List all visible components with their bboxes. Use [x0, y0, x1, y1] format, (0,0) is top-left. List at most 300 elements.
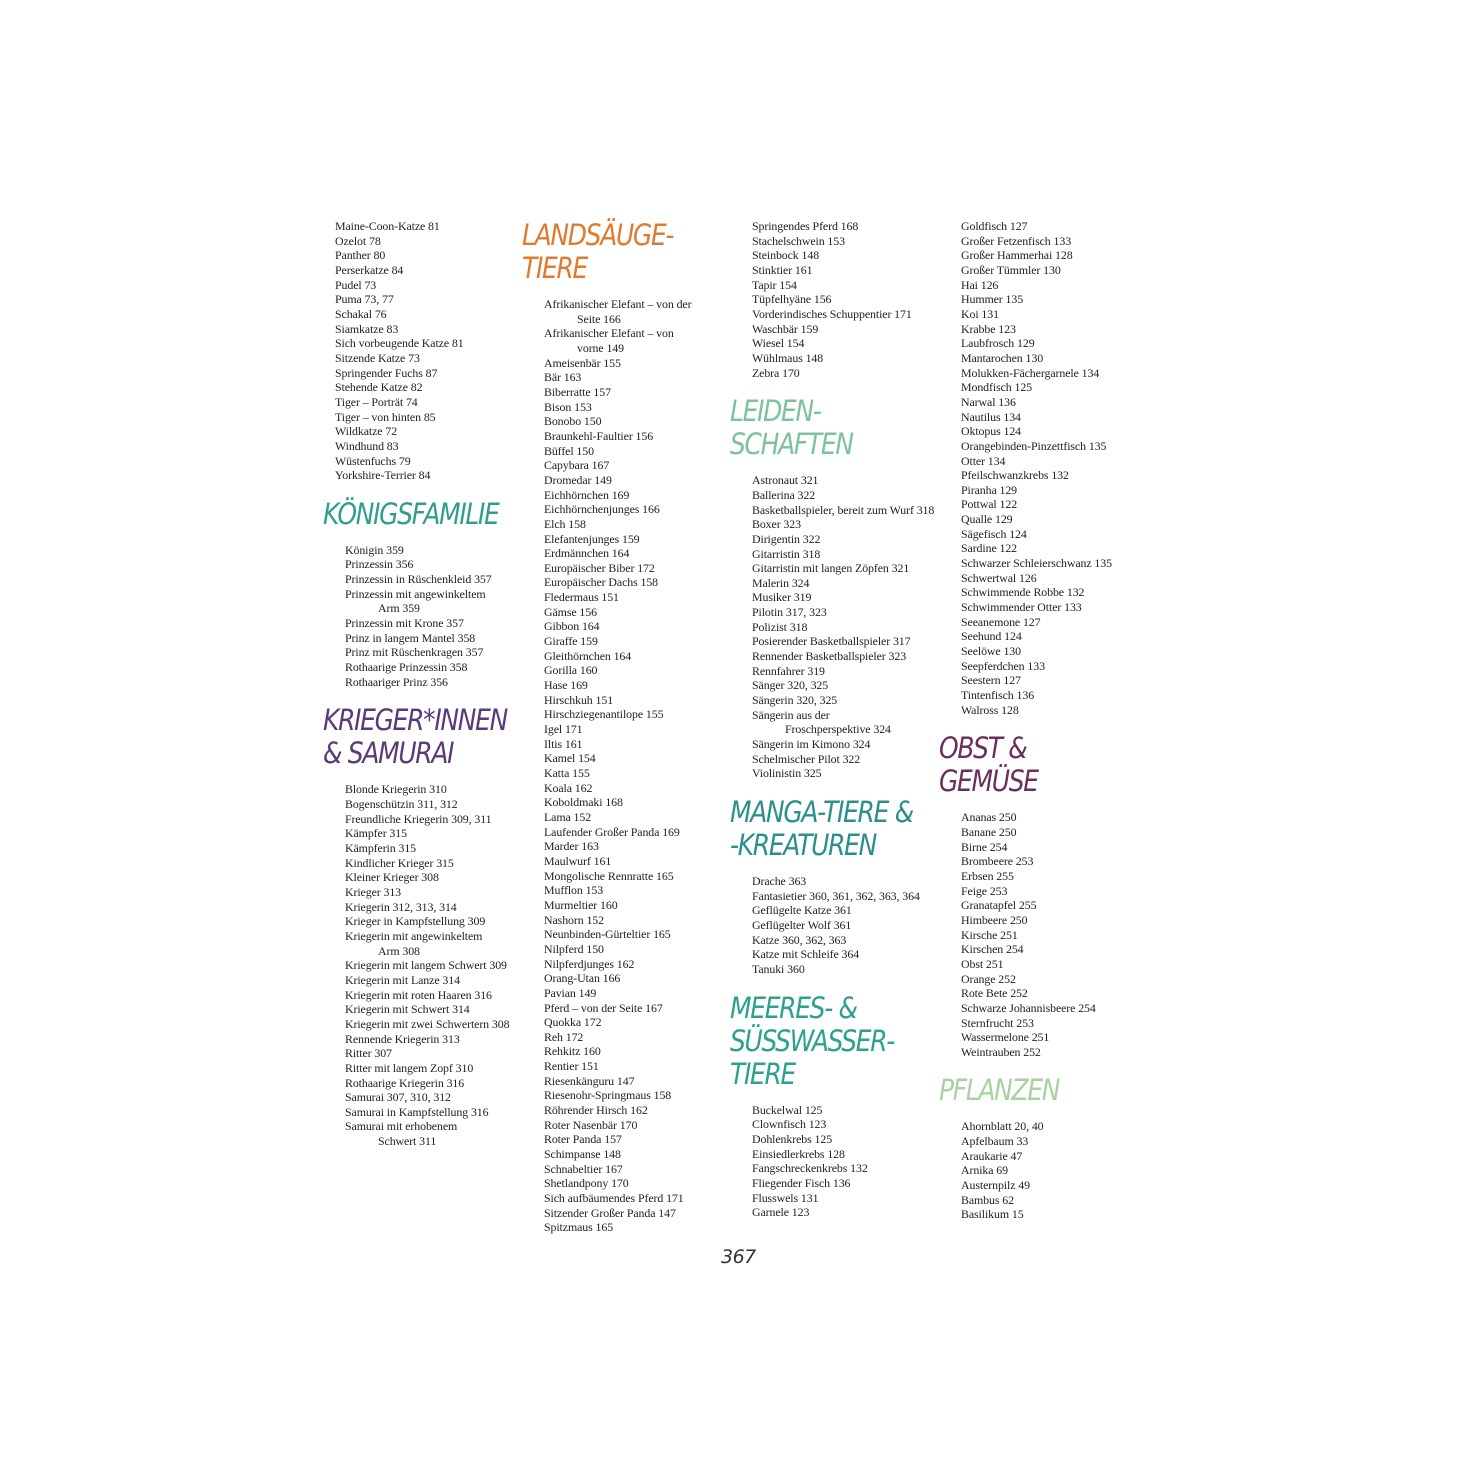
index-entry — [534, 971, 739, 986]
section-heading — [323, 498, 510, 531]
index-entry-text: Panther 80 — [335, 248, 386, 263]
index-column-4 — [939, 219, 1141, 1222]
index-entry — [742, 620, 947, 635]
index-entry — [742, 918, 947, 933]
index-entry-text: Einsiedlerkrebs 128 — [752, 1146, 845, 1161]
index-entry-text: Seeanemone 127 — [961, 614, 1041, 629]
section-heading-line: -KREATUREN — [730, 828, 877, 862]
index-entry-text: Rennende Kriegerin 313 — [345, 1031, 460, 1046]
index-entry-text: Großer Tümmler 130 — [961, 262, 1061, 277]
index-entry-list — [742, 219, 947, 380]
index-entry-text: Samurai 307, 310, 312 — [345, 1090, 451, 1105]
index-entry-text: Gleithörnchen 164 — [544, 648, 632, 663]
index-entry — [951, 234, 1141, 249]
index-entry — [534, 590, 739, 605]
index-entry-text: Sich vorbeugende Katze 81 — [335, 336, 464, 351]
index-entry — [951, 497, 1141, 512]
index-entry-text: Wüstenfuchs 79 — [335, 453, 411, 468]
index-entry-text: Puma 73, 77 — [335, 292, 394, 307]
index-entry-text: Wildkatze 72 — [335, 424, 398, 439]
index-entry — [742, 634, 947, 649]
index-entry-text: Boxer 323 — [752, 517, 801, 532]
index-entry-text: Springendes Pferd 168 — [752, 219, 859, 233]
index-entry-text: Krieger 313 — [345, 884, 402, 899]
index-entry — [534, 1059, 739, 1074]
index-entry-text: Rothaarige Prinzessin 358 — [345, 660, 468, 675]
index-entry-text: Wühlmaus 148 — [752, 350, 824, 365]
index-entry — [534, 356, 739, 371]
index-entry-text: Nilpferd 150 — [544, 941, 604, 956]
index-entry-text: Waschbär 159 — [752, 321, 819, 336]
index-entry — [534, 678, 739, 693]
index-entry — [335, 1119, 540, 1148]
index-column-2 — [522, 218, 739, 1235]
index-entry-text: Pferd – von der Seite 167 — [544, 1000, 663, 1015]
index-entry-text: Drache 363 — [752, 874, 807, 888]
index-entry — [335, 380, 540, 395]
index-entry — [534, 1206, 739, 1221]
index-entry — [742, 605, 947, 620]
index-entry — [534, 693, 739, 708]
index-entry-text: Zebra 170 — [752, 365, 800, 380]
index-entry-text: Schwarzer Schleierschwanz 135 — [961, 556, 1112, 571]
index-entry-text: Krieger in Kampfstellung 309 — [345, 914, 486, 929]
index-entry-text: Stinktier 161 — [752, 262, 813, 277]
index-entry-text: Pottwal 122 — [961, 497, 1018, 512]
index-entry — [534, 517, 739, 532]
index-entry — [951, 869, 1141, 884]
index-entry-text: Kämpfer 315 — [345, 826, 407, 841]
index-entry-list — [534, 297, 739, 1235]
index-entry — [742, 1103, 947, 1118]
index-entry-text: Krabbe 123 — [961, 321, 1016, 336]
index-entry — [951, 615, 1141, 630]
index-entry-continuation: vorne 149 — [577, 340, 624, 355]
index-entry-text: Fantasietier 360, 361, 362, 363, 364 — [752, 888, 920, 903]
index-entry — [335, 826, 540, 841]
index-entry-text: Kirschen 254 — [961, 942, 1024, 957]
index-entry-text: Vorderindisches Schuppentier 171 — [752, 306, 912, 321]
index-entry-text: Katze mit Schleife 364 — [752, 947, 860, 962]
index-entry — [534, 297, 739, 326]
index-entry — [742, 889, 947, 904]
index-entry — [951, 1045, 1141, 1060]
index-entry — [335, 1046, 540, 1061]
index-entry — [335, 631, 540, 646]
index-entry-text: Elch 158 — [544, 516, 586, 531]
index-entry-text: Rothaarige Kriegerin 316 — [345, 1075, 465, 1090]
index-entry-text: Obst 251 — [961, 956, 1004, 971]
index-entry — [951, 439, 1141, 454]
index-entry-text: Prinz in langem Mantel 358 — [345, 630, 476, 645]
index-entry-text: Himbeere 250 — [961, 912, 1028, 927]
index-entry — [534, 385, 739, 400]
index-entry — [534, 1001, 739, 1016]
index-entry-list — [951, 810, 1141, 1059]
index-entry-text: Maulwurf 161 — [544, 853, 612, 868]
index-entry — [951, 454, 1141, 469]
index-entry-text: Tintenfisch 136 — [961, 688, 1035, 702]
index-entry — [534, 957, 739, 972]
index-entry-list — [951, 219, 1141, 717]
index-entry — [534, 1015, 739, 1030]
index-entry — [742, 517, 947, 532]
index-entry-text: Sardine 122 — [961, 541, 1018, 556]
index-entry — [335, 1076, 540, 1091]
index-entry-text: Fledermaus 151 — [544, 590, 619, 605]
index-entry — [335, 914, 540, 929]
index-entry-text: Schwarze Johannisbeere 254 — [961, 1000, 1096, 1015]
index-entry-text: Kriegerin mit zwei Schwertern 308 — [345, 1016, 510, 1031]
index-entry-text: Kleiner Krieger 308 — [345, 870, 439, 885]
index-entry-text: Lama 152 — [544, 809, 592, 824]
index-entry-text: Rentier 151 — [544, 1059, 599, 1074]
index-entry-text: Sängerin aus der — [752, 707, 830, 722]
index-entry-text: Pavian 149 — [544, 985, 597, 1000]
index-entry — [335, 439, 540, 454]
index-entry-text: Blonde Kriegerin 310 — [345, 782, 447, 797]
index-entry-text: Bison 153 — [544, 399, 592, 414]
index-entry — [335, 782, 540, 797]
index-entry-text: Biberratte 157 — [544, 384, 611, 399]
index-entry — [951, 913, 1141, 928]
index-entry — [534, 326, 739, 355]
index-entry — [951, 659, 1141, 674]
index-entry-text: Bogenschützin 311, 312 — [345, 797, 458, 812]
index-entry-text: Nashorn 152 — [544, 912, 604, 927]
index-column-1 — [323, 219, 540, 1149]
index-entry — [742, 947, 947, 962]
index-entry-text: Afrikanischer Elefant – von der — [544, 297, 692, 311]
index-column-3 — [730, 219, 947, 1220]
section-heading-line: GEMÜSE — [939, 764, 1038, 799]
index-entry — [335, 1017, 540, 1032]
index-entry — [335, 660, 540, 675]
index-entry-text: Sich aufbäumendes Pferd 171 — [544, 1191, 684, 1206]
index-entry — [335, 856, 540, 871]
section-heading-line: TIERE — [730, 1056, 795, 1091]
index-entry — [534, 766, 739, 781]
index-entry — [335, 797, 540, 812]
index-entry-text: Spitzmaus 165 — [544, 1220, 614, 1235]
index-entry — [951, 483, 1141, 498]
section-heading — [323, 704, 510, 770]
section-heading — [939, 1074, 1113, 1107]
index-entry-text: Geflügelte Katze 361 — [752, 903, 852, 918]
index-entry-text: Pilotin 317, 323 — [752, 605, 827, 620]
index-entry-text: Ritter mit langem Zopf 310 — [345, 1060, 474, 1075]
index-entry-text: Katta 155 — [544, 766, 590, 780]
index-entry-text: Europäischer Biber 172 — [544, 560, 655, 575]
index-entry-text: Dromedar 149 — [544, 472, 612, 487]
index-entry-text: Banane 250 — [961, 824, 1017, 839]
index-entry — [534, 400, 739, 415]
index-entry — [534, 1088, 739, 1103]
index-entry — [742, 1117, 947, 1132]
index-entry-text: Schakal 76 — [335, 306, 387, 321]
index-entry-text: Sitzende Katze 73 — [335, 350, 420, 365]
index-entry — [534, 561, 739, 576]
index-entry-text: Wiesel 154 — [752, 336, 805, 351]
index-entry-text: Katze 360, 362, 363 — [752, 932, 847, 947]
index-entry-text: Pfeilschwanzkrebs 132 — [961, 468, 1069, 483]
index-entry-text: Samurai in Kampfstellung 316 — [345, 1104, 489, 1119]
index-entry-text: Siamkatze 83 — [335, 321, 399, 336]
index-entry — [335, 841, 540, 856]
index-entry — [534, 942, 739, 957]
index-entry-text: Königin 359 — [345, 542, 404, 557]
index-entry-text: Koi 131 — [961, 306, 999, 321]
index-entry-text: Malerin 324 — [752, 575, 810, 590]
index-entry — [534, 1044, 739, 1059]
index-entry-text: Europäischer Dachs 158 — [544, 575, 659, 590]
index-entry-text: Eichhörnchen 169 — [544, 487, 630, 502]
index-entry — [335, 929, 540, 958]
index-entry-text: Rennfahrer 319 — [752, 663, 825, 678]
index-entry — [742, 307, 947, 322]
index-entry-text: Ballerina 322 — [752, 487, 816, 502]
index-entry-text: Kriegerin 312, 313, 314 — [345, 899, 457, 914]
index-entry — [742, 488, 947, 503]
index-entry-text: Kamel 154 — [544, 751, 596, 766]
index-entry-list — [335, 782, 540, 1148]
index-entry-text: Seestern 127 — [961, 673, 1021, 688]
index-entry — [335, 278, 540, 293]
index-entry — [534, 781, 739, 796]
index-entry-text: Erbsen 255 — [961, 868, 1014, 883]
index-entry — [742, 693, 947, 708]
index-entry-text: Violinistin 325 — [752, 766, 822, 781]
index-entry — [951, 854, 1141, 869]
index-entry-text: Granatapfel 255 — [961, 898, 1037, 913]
index-entry-text: Clownfisch 123 — [752, 1117, 827, 1132]
index-entry-text: Springender Fuchs 87 — [335, 365, 438, 380]
index-entry-text: Roter Panda 157 — [544, 1132, 622, 1147]
index-entry-text: Schimpanse 148 — [544, 1147, 621, 1162]
index-entry — [951, 410, 1141, 425]
index-entry-text: Astronaut 321 — [752, 473, 819, 488]
index-entry-continuation: Seite 166 — [577, 311, 621, 326]
section-heading-line: KÖNIGSFAMILIE — [323, 496, 499, 531]
index-entry — [742, 278, 947, 293]
index-entry — [951, 219, 1141, 234]
index-entry — [534, 707, 739, 722]
index-entry-text: Marder 163 — [544, 839, 599, 854]
index-entry — [335, 973, 540, 988]
section-heading-line: & SAMURAI — [323, 736, 454, 771]
index-entry — [742, 292, 947, 307]
index-entry-text: Sängerin im Kimono 324 — [752, 737, 871, 752]
index-entry — [951, 512, 1141, 527]
index-entry — [742, 1176, 947, 1191]
index-entry-text: Kämpferin 315 — [345, 841, 417, 855]
index-entry-text: Tanuki 360 — [752, 961, 805, 976]
index-entry-text: Riesenohr-Springmaus 158 — [544, 1088, 672, 1103]
index-entry — [534, 634, 739, 649]
index-entry — [335, 1105, 540, 1120]
index-entry — [335, 468, 540, 483]
index-entry-text: Orangebinden-Pinzettfisch 135 — [961, 438, 1107, 453]
index-entry-text: Hase 169 — [544, 678, 588, 693]
index-entry — [335, 219, 540, 234]
index-entry-text: Ahornblatt 20, 40 — [961, 1119, 1044, 1134]
index-entry-continuation: Schwert 311 — [378, 1134, 437, 1149]
index-entry-text: Röhrender Hirsch 162 — [544, 1103, 648, 1118]
section-heading — [730, 796, 917, 862]
index-entry — [742, 547, 947, 562]
index-entry — [534, 927, 739, 942]
index-entry — [951, 585, 1141, 600]
index-entry — [335, 248, 540, 263]
index-entry-text: Posierender Basketballspieler 317 — [752, 634, 911, 649]
index-entry-text: Laubfrosch 129 — [961, 336, 1035, 351]
index-entry — [951, 673, 1141, 688]
index-entry — [951, 840, 1141, 855]
index-entry — [951, 1193, 1141, 1208]
index-entry-text: Polizist 318 — [752, 619, 808, 634]
index-entry-continuation: Arm 308 — [378, 943, 420, 958]
index-entry — [742, 708, 947, 737]
index-entry-text: Qualle 129 — [961, 512, 1013, 527]
index-entry — [335, 900, 540, 915]
index-entry-text: Garnele 123 — [752, 1205, 810, 1220]
index-entry-text: Seepferdchen 133 — [961, 658, 1045, 673]
index-entry-text: Hai 126 — [961, 277, 999, 292]
index-entry-text: Großer Hammerhai 128 — [961, 248, 1073, 263]
index-entry — [534, 1030, 739, 1045]
index-entry-continuation: Froschperspektive 324 — [785, 722, 891, 737]
index-entry — [951, 468, 1141, 483]
index-entry — [335, 424, 540, 439]
index-entry — [742, 351, 947, 366]
index-entry-text: Sängerin 320, 325 — [752, 693, 838, 708]
index-entry-text: Gitarristin 318 — [752, 546, 821, 561]
index-entry-text: Walross 128 — [961, 702, 1019, 717]
index-entry — [335, 410, 540, 425]
index-entry — [534, 825, 739, 840]
index-entry — [335, 1090, 540, 1105]
index-entry — [534, 1162, 739, 1177]
index-entry — [742, 664, 947, 679]
index-entry-text: Bär 163 — [544, 370, 582, 385]
index-entry-text: Molukken-Fächergarnele 134 — [961, 365, 1100, 380]
index-entry-text: Gitarristin mit langen Zöpfen 321 — [752, 561, 910, 576]
index-entry — [951, 810, 1141, 825]
section-heading-line: KRIEGER*INNEN — [323, 703, 507, 738]
index-entry-text: Goldfisch 127 — [961, 219, 1028, 233]
index-entry-text: Iltis 161 — [544, 736, 583, 751]
index-entry — [335, 1061, 540, 1076]
index-entry — [534, 869, 739, 884]
index-entry — [742, 322, 947, 337]
index-entry — [534, 854, 739, 869]
section-heading — [522, 219, 709, 285]
index-entry — [335, 263, 540, 278]
index-entry — [335, 351, 540, 366]
index-entry-text: Reh 172 — [544, 1029, 584, 1044]
index-entry — [335, 870, 540, 885]
index-entry-list — [951, 1119, 1141, 1222]
index-entry — [951, 424, 1141, 439]
index-entry-text: Kriegerin mit Lanze 314 — [345, 972, 460, 987]
index-entry-text: Yorkshire-Terrier 84 — [335, 468, 431, 483]
index-entry-text: Neunbinden-Gürteltier 165 — [544, 927, 671, 942]
index-entry — [534, 810, 739, 825]
index-entry — [534, 1147, 739, 1162]
index-entry — [335, 557, 540, 572]
index-entry — [951, 556, 1141, 571]
index-entry-text: Tüpfelhyäne 156 — [752, 292, 832, 307]
index-entry — [742, 1132, 947, 1147]
index-entry-text: Braunkehl-Faultier 156 — [544, 428, 654, 443]
index-entry-list — [742, 473, 947, 781]
index-entry — [951, 1001, 1141, 1016]
index-entry — [335, 292, 540, 307]
index-entry-text: Capybara 167 — [544, 458, 610, 473]
index-entry — [534, 883, 739, 898]
index-entry — [742, 503, 947, 518]
index-entry — [742, 590, 947, 605]
index-entry-text: Freundliche Kriegerin 309, 311 — [345, 811, 492, 826]
index-entry — [951, 928, 1141, 943]
index-entry — [534, 429, 739, 444]
index-entry — [951, 972, 1141, 987]
section-heading-line: PFLANZEN — [939, 1073, 1060, 1108]
index-entry-text: Gibbon 164 — [544, 619, 600, 634]
index-entry — [951, 1119, 1141, 1134]
index-entry-text: Pudel 73 — [335, 277, 377, 292]
index-entry-text: Stehende Katze 82 — [335, 380, 423, 395]
index-entry — [742, 473, 947, 488]
index-entry — [742, 532, 947, 547]
index-entry — [742, 248, 947, 263]
section-heading-line: SÜSSWASSER- — [730, 1023, 895, 1058]
index-entry — [534, 488, 739, 503]
index-entry — [534, 913, 739, 928]
index-entry — [335, 958, 540, 973]
section-heading-line: SCHAFTEN — [730, 427, 853, 462]
index-entry-text: Murmeltier 160 — [544, 897, 618, 912]
index-entry-text: Windhund 83 — [335, 438, 399, 453]
index-entry-text: Gämse 156 — [544, 604, 597, 619]
index-entry — [335, 336, 540, 351]
index-entry — [951, 1163, 1141, 1178]
index-entry-text: Büffel 150 — [544, 443, 594, 458]
index-entry-text: Flusswels 131 — [752, 1190, 819, 1205]
index-entry — [742, 678, 947, 693]
index-entry — [951, 366, 1141, 381]
index-entry-text: Hirschkuh 151 — [544, 692, 614, 707]
index-entry-text: Prinzessin mit Krone 357 — [345, 616, 464, 631]
index-entry-continuation: Arm 359 — [378, 601, 420, 616]
index-entry-text: Schwertwal 126 — [961, 570, 1037, 585]
index-entry-text: Ananas 250 — [961, 810, 1017, 825]
index-entry — [335, 454, 540, 469]
section-heading-line: LEIDEN- — [730, 394, 821, 429]
section-heading — [730, 395, 917, 461]
section-heading-line: LANDSÄUGE- — [522, 218, 674, 252]
index-entry — [534, 722, 739, 737]
index-entry-text: Prinzessin in Rüschenkleid 357 — [345, 572, 492, 587]
index-entry-text: Apfelbaum 33 — [961, 1134, 1029, 1149]
index-entry-text: Seehund 124 — [961, 629, 1022, 644]
index-entry — [742, 903, 947, 918]
index-entry-text: Nautilus 134 — [961, 409, 1021, 424]
index-entry-text: Sägefisch 124 — [961, 526, 1027, 541]
index-entry — [335, 645, 540, 660]
index-entry-text: Sänger 320, 325 — [752, 678, 829, 693]
index-entry — [951, 1149, 1141, 1164]
